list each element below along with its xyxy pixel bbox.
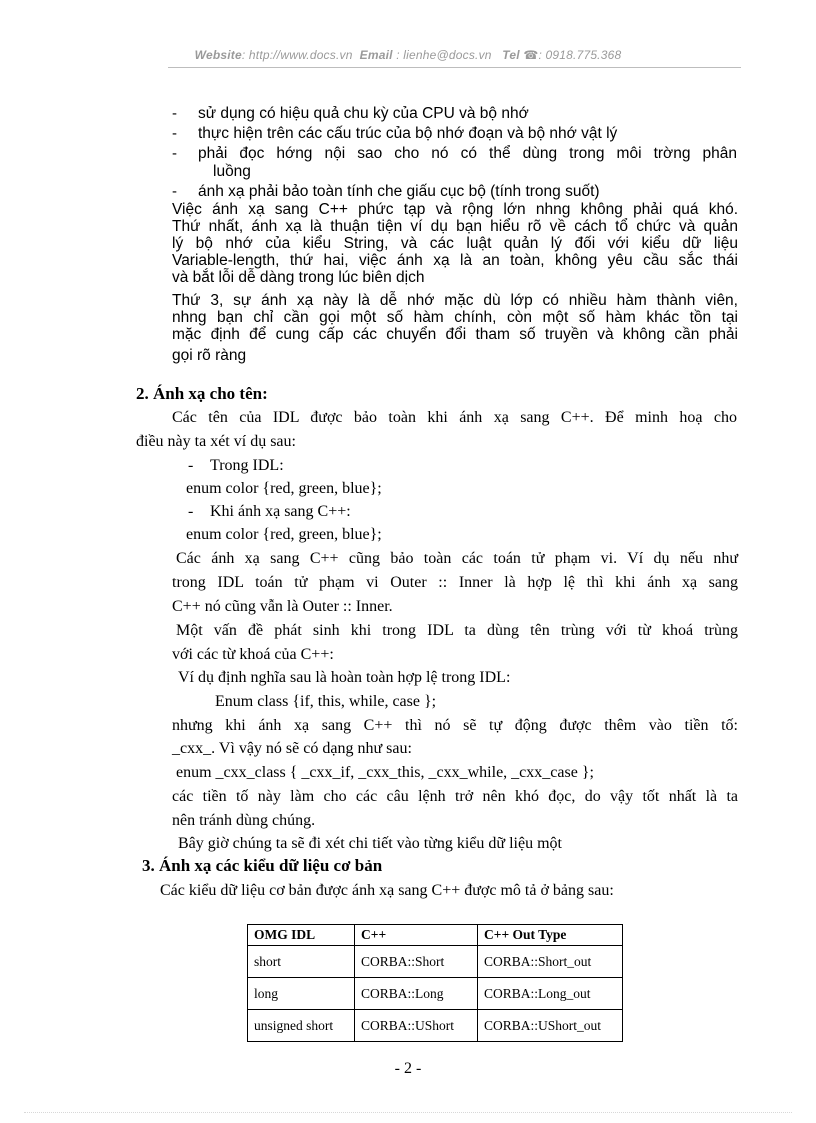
table-header-cell: OMG IDL [248,925,355,946]
text-line: nhưng khi ánh xạ sang C++ thì nó sẽ tự động được thêm vào tiền tố: [172,717,738,734]
text-line: trong IDL toán tử phạm vi Outer :: Inner là hợp lệ thì khi ánh xạ sang [172,574,738,591]
type-mapping-table [247,924,623,1042]
email-value[interactable]: : lienhe@docs.vn [396,48,492,62]
bullet-dash: - [172,183,177,200]
list-dash: - [188,457,194,474]
bullet-item: ánh xạ phải bảo toàn tính che giấu cục bộ (tính trong suốt) [198,183,600,200]
list-item: Trong IDL: [210,457,284,474]
page-header [0,48,816,62]
phone-icon: ☎ [523,48,539,62]
text-line: C++ nó cũng vẫn là Outer :: Inner. [172,598,393,615]
table-cell: CORBA::Long_out [478,978,623,1010]
list-item: Khi ánh xạ sang C++: [210,503,351,520]
text-line: Bây giờ chúng ta sẽ đi xét chi tiết vào từng kiểu dữ liệu một [178,835,562,852]
email-label: Email [359,48,393,62]
text-line: nên tránh dùng chúng. [172,812,316,829]
table-header-cell: C++ Out Type [478,925,623,946]
bullet-dash: - [172,125,177,142]
text-line: Variable-length, thứ hai, việc ánh xạ là an toàn, không yêu cầu sắc thái [172,252,738,269]
text-line: gọi rõ ràng [172,347,247,364]
code-line: enum color {red, green, blue}; [186,480,382,497]
text-line: Ví dụ định nghĩa sau là hoàn toàn hợp lệ trong IDL: [178,669,511,686]
page-number: - 2 - [394,1060,422,1077]
bullet-item-continuation: luồng [213,163,251,180]
website-label: Website [194,48,242,62]
table-cell: unsigned short [248,1010,355,1042]
bullet-dash: - [172,105,177,122]
table-cell: CORBA::Long [355,978,478,1010]
table-cell: short [248,946,355,978]
header-rule [168,67,741,68]
text-line: lý bộ nhớ của kiểu String, và các luật quản lý đối với kiểu dữ liệu [172,235,738,252]
text-line: và bắt lỗi dễ dàng trong lúc biên dịch [172,269,425,286]
table-cell: CORBA::Short_out [478,946,623,978]
website-value[interactable]: : http://www.docs.vn [241,48,353,62]
table-cell: long [248,978,355,1010]
page-bottom-rule [24,1112,792,1113]
text-line: Thứ nhất, ánh xạ là thuận tiện ví dụ bạn hiểu rõ về cách tổ chức và quản [172,218,738,235]
text-line: với các từ khoá của C++: [172,646,334,663]
bullet-item: sử dụng có hiệu quả chu kỳ của CPU và bộ nhớ [198,105,529,122]
section-heading-name-mapping: 2. Ánh xạ cho tên: [136,384,268,403]
bullet-dash: - [172,145,177,162]
text-line: _cxx_. Vì vậy nó sẽ có dạng như sau: [172,740,412,757]
table-cell: CORBA::UShort [355,1010,478,1042]
section-heading-basic-types: 3. Ánh xạ các kiểu dữ liệu cơ bản [142,856,383,875]
bullet-item: thực hiện trên các cấu trúc của bộ nhớ đoạn và bộ nhớ vật lý [198,125,618,142]
list-dash: - [188,503,194,520]
table-header-row [248,925,623,946]
table-cell: CORBA::Short [355,946,478,978]
text-line: Các kiểu dữ liệu cơ bản được ánh xạ sang C++ được mô tả ở bảng sau: [160,882,614,899]
code-line: Enum class {if, this, while, case }; [215,693,437,710]
tel-label: Tel [502,48,520,62]
code-line: enum color {red, green, blue}; [186,526,382,543]
text-line: Một vấn đề phát sinh khi trong IDL ta dùng tên trùng với từ khoá trùng [176,622,738,639]
bullet-item: phải đọc hớng nội sao cho nó có thể dùng trong môi trờng phân [198,145,737,162]
table-row [248,946,623,978]
text-line: mặc định để cung cấp các chuyển đổi tham số truyền và không cần phải [172,326,738,343]
text-line: Các ánh xạ sang C++ cũng bảo toàn các toán tử phạm vi. Ví dụ nếu như [176,550,738,567]
table-row [248,1010,623,1042]
code-line: enum _cxx_class { _cxx_if, _cxx_this, _cxx_while, _cxx_case }; [176,764,594,781]
table-header-cell: C++ [355,925,478,946]
text-line: các tiền tố này làm cho các câu lệnh trở nên khó đọc, do vậy tốt nhất là ta [172,788,738,805]
text-line: nhng bạn chỉ cần gọi một số hàm chính, còn một số hàm khác tồn tại [172,309,738,326]
text-line: điều này ta xét ví dụ sau: [136,433,296,450]
text-line: Các tên của IDL được bảo toàn khi ánh xạ sang C++. Để minh hoạ cho [172,409,737,426]
table-cell: CORBA::UShort_out [478,1010,623,1042]
text-line: Việc ánh xạ sang C++ phức tạp và rộng lớn nhng không phải quá khó. [172,201,738,218]
text-line: Thứ 3, sự ánh xạ này là dễ nhớ mặc dù lớp có nhiều hàm thành viên, [172,292,738,309]
table-row [248,978,623,1010]
tel-value: : 0918.775.368 [538,48,622,62]
